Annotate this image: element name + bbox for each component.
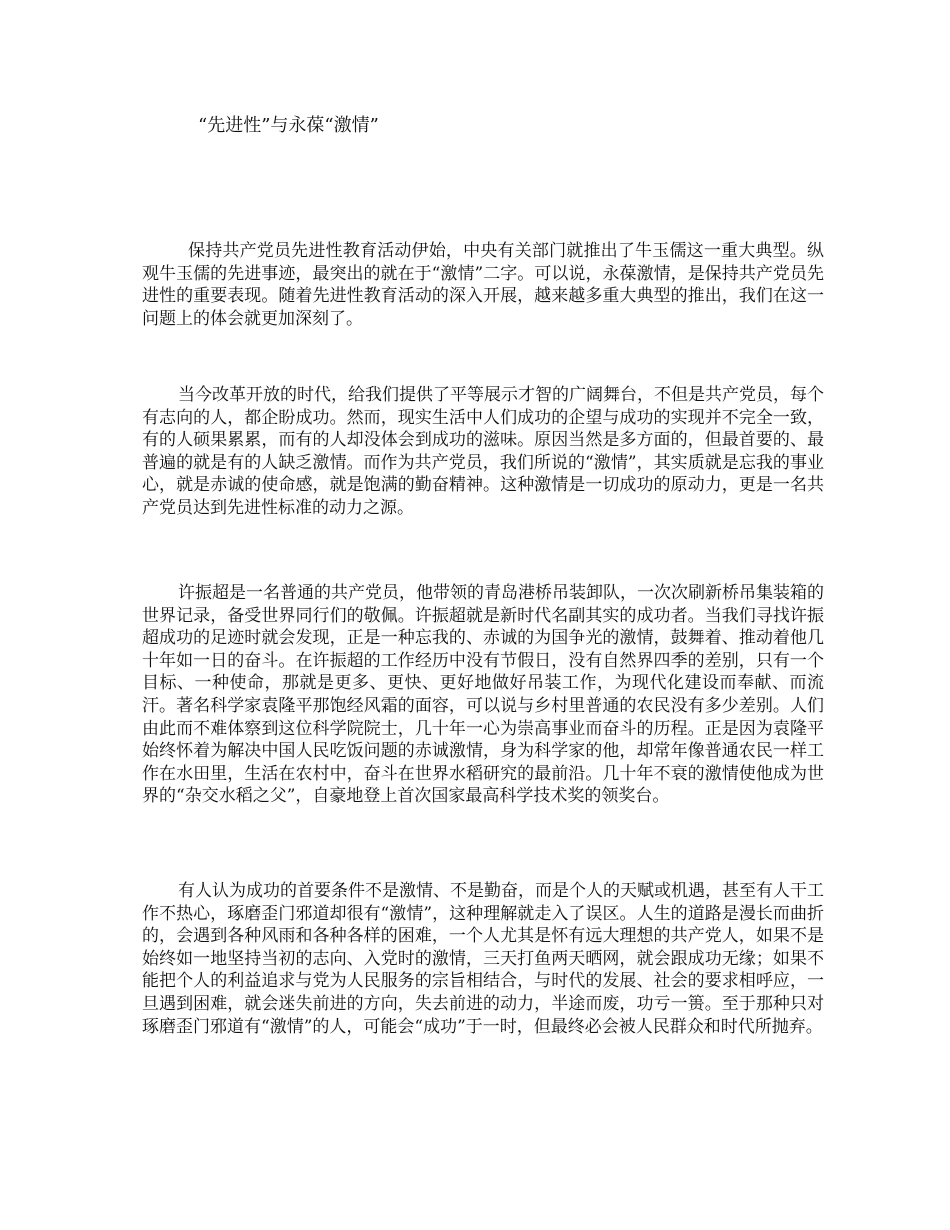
paragraph-1: 保持共产党员先进性教育活动伊始，中央有关部门就推出了牛玉儒这一重大典型。纵观牛玉儒的先进事迹，最突出的就在于“激情”二字。可以说，永葆激情，是保持共产党员先进性的重要表现。随着先进性教育活动的深入开展，越来越多重大典型的推出，我们在这一问题上的体会就更加深刻了。	[142, 241, 824, 329]
paragraph-2: 当今改革开放的时代，给我们提供了平等展示才智的广阔舞台，不但是共产党员，每个有志向的人，都企盼成功。然而，现实生活中人们成功的企望与成功的实现并不完全一致，有的人硕果累累，而有的人却没体会到成功的滋味。原因当然是多方面的，但最首要的、最普遍的就是有的人缺乏激情。而作为共产党员，我们所说的“激情”，其实质就是忘我的事业心，就是赤诚的使命感，就是饱满的勤奋精神。这种激情是一切成功的原动力，更是一名共产党员达到先进性标准的动力之源。	[142, 385, 824, 518]
document-title: “先进性”与永葆“激情”	[198, 115, 379, 136]
paragraph-4: 有人认为成功的首要条件不是激情、不是勤奋，而是个人的天赋或机遇，甚至有人干工作不热心，琢磨歪门邪道却很有“激情”，这种理解就走入了误区。人生的道路是漫长而曲折的，会遇到各种风雨和各种各样的困难，一个人尤其是怀有远大理想的共产党人，如果不是始终如一地坚持当初的志向、入党时的激情，三天打鱼两天晒网，就会跟成功无缘；如果不能把个人的利益追求与党为人民服务的宗旨相结合，与时代的发展、社会的要求相呼应，一旦遇到困难，就会迷失前进的方向，失去前进的动力，半途而废，功亏一篑。至于那种只对琢磨歪门邪道有“激情”的人，可能会“成功”于一时，但最终必会被人民群众和时代所抛弃。	[142, 881, 824, 1037]
paragraph-3: 许振超是一名普通的共产党员，他带领的青岛港桥吊装卸队，一次次刷新桥吊集装箱的世界记录，备受世界同行们的敬佩。许振超就是新时代名副其实的成功者。当我们寻找许振超成功的足迹时就会发现，正是一种忘我的、赤诚的为国争光的激情，鼓舞着、推动着他几十年如一日的奋斗。在许振超的工作经历中没有节假日，没有自然界四季的差别，只有一个目标、一种使命，那就是更多、更快、更好地做好吊装工作，为现代化建设而奉献、而流汗。著名科学家袁隆平那饱经风霜的面容，可以说与乡村里普通的农民没有多少差别。人们由此而不难体察到这位科学院院士，几十年一心为崇高事业而奋斗的历程。正是因为袁隆平始终怀着为解决中国人民吃饭问题的赤诚激情，身为科学家的他，却常年像普通农民一样工作在水田里，生活在农村中，奋斗在世界水稻研究的最前沿。几十年不衰的激情使他成为世界的“杂交水稻之父”，自豪地登上首次国家最高科学技术奖的领奖台。	[142, 583, 824, 807]
